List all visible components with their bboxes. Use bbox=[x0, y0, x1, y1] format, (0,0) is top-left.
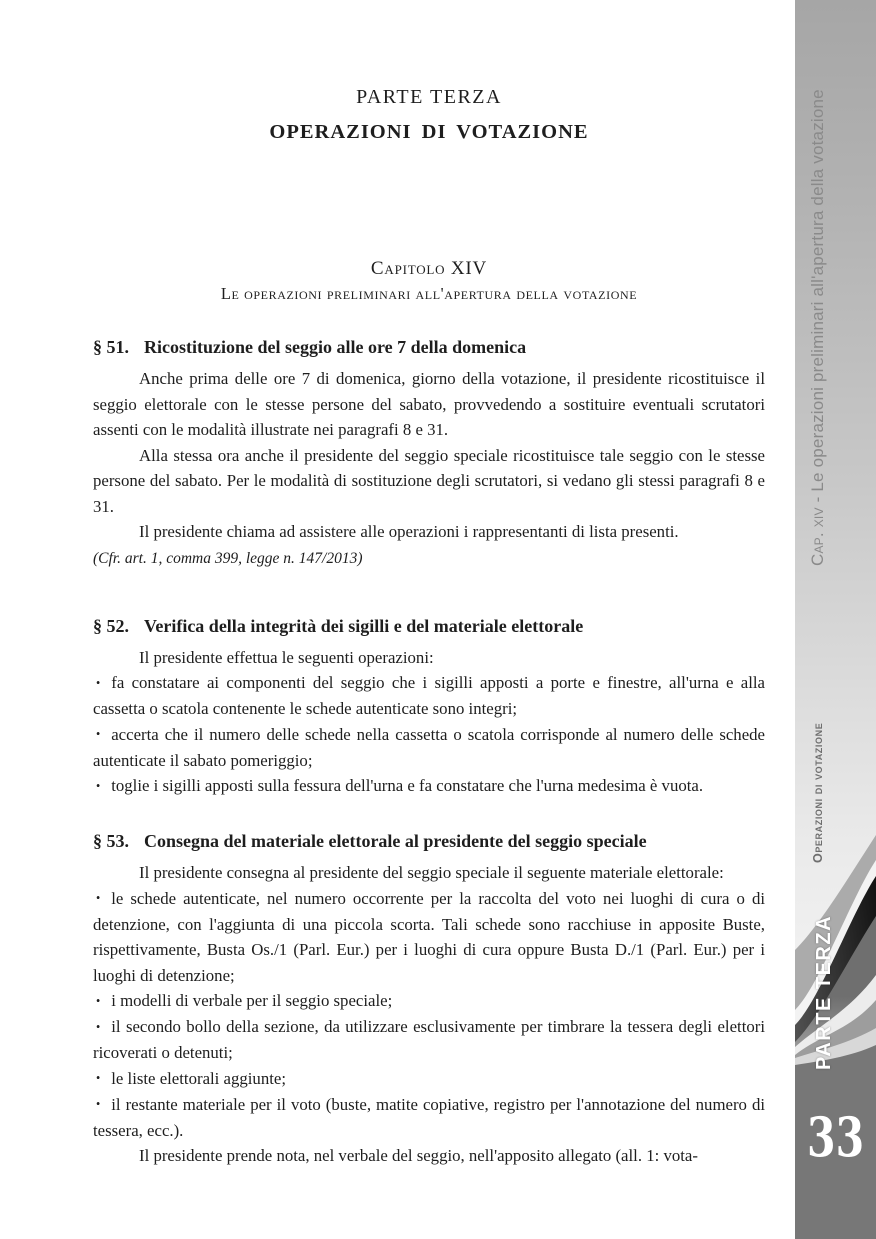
sidebar-chapter-prefix: Cap. xiv bbox=[808, 507, 827, 567]
list-item bbox=[93, 722, 765, 774]
paragraph: Anche prima delle ore 7 di domenica, giorno della votazione, il presidente ricostituisce il seggio elettorale con le stesse persone del sabato, provvedendo a sostituire eventuali scrutatori assenti con le modalità illustrate nei paragrafi 8 e 31. bbox=[93, 369, 765, 439]
legal-citation: (Cfr. art. 1, comma 399, legge n. 147/2013) bbox=[93, 549, 363, 567]
list-item bbox=[93, 1092, 765, 1144]
list-item-text: fa constatare ai componenti del seggio che i sigilli apposti a porte e finestre, all'urna e alla cassetta o scatola contenente le schede autenticate sono integri; bbox=[93, 673, 765, 718]
list-item-text: il restante materiale per il voto (buste, matite copiative, registro per l'annotazione del numero di tessera, ecc.). bbox=[93, 1094, 765, 1140]
section-number: § 52. bbox=[93, 615, 129, 636]
list-item bbox=[93, 988, 765, 1014]
paragraph: Il presidente effettua le seguenti operazioni: bbox=[139, 647, 434, 667]
section-51-heading bbox=[93, 335, 765, 359]
list-item bbox=[93, 1014, 765, 1066]
chapter-number: Capitolo XIV bbox=[370, 258, 488, 279]
sidebar-chapter-label bbox=[808, 78, 828, 578]
list-item-text: i modelli di verbale per il seggio speciale; bbox=[111, 991, 393, 1010]
list-item-text: il secondo bollo della sezione, da utilizzare esclusivamente per timbrare la tessera degli elettori ricoverati o detenuti; bbox=[93, 1017, 765, 1062]
page-number: 33 bbox=[806, 1105, 865, 1169]
list-item bbox=[93, 1066, 765, 1092]
section-title: Verifica della integrità dei sigilli e del materiale elettorale bbox=[144, 615, 584, 636]
section-title: Ricostituzione del seggio alle ore 7 della domenica bbox=[144, 337, 527, 357]
list-item-text: accerta che il numero delle schede nella cassetta o scatola corrisponde al numero delle schede autenticate il sabato pomeriggio; bbox=[93, 724, 765, 770]
section-number: § 53. bbox=[93, 831, 129, 851]
section-52-heading bbox=[93, 614, 765, 638]
sidebar-chapter-rest: - Le operazioni preliminari all'apertura della votazione bbox=[808, 89, 827, 508]
chapter-title: Le operazioni preliminari all'apertura della votazione bbox=[220, 284, 638, 303]
list-item-text: toglie i sigilli apposti sulla fessura dell'urna e fa constatare che l'urna medesima è vuota. bbox=[111, 776, 704, 795]
section-number: § 51. bbox=[93, 337, 129, 357]
bullet-icon: • bbox=[96, 891, 101, 905]
part-title: PARTE TERZA bbox=[356, 86, 502, 108]
bullet-icon: • bbox=[96, 1097, 101, 1111]
part-subtitle: OPERAZIONI DI VOTAZIONE bbox=[269, 121, 589, 143]
section-title: Consegna del materiale elettorale al presidente del seggio speciale bbox=[144, 831, 647, 851]
bullet-icon: • bbox=[96, 993, 101, 1008]
paragraph: Alla stessa ora anche il presidente del seggio speciale ricostituisce tale seggio con le stesse persone del sabato. Per le modalità di sostituzione degli scrutatori, si vedano gli stessi paragrafi 8 e 31. bbox=[93, 445, 765, 516]
section-53-heading bbox=[93, 829, 765, 853]
paragraph: Il presidente prende nota, nel verbale del seggio, nell'apposito allegato (all. 1: vota- bbox=[139, 1146, 698, 1165]
section-52 bbox=[93, 614, 765, 800]
sidebar-part-label: Operazioni di votazione bbox=[811, 722, 825, 864]
bullet-icon: • bbox=[96, 727, 101, 741]
decorative-sidebar bbox=[795, 0, 876, 1239]
list-item-text: le schede autenticate, nel numero occorrente per la raccolta del voto nei luoghi di cura o di detenzione, con l'aggiunta di una piccola scorta. Tali schede sono racchiuse in apposite Buste, rispettivamente, Busta Os./1 (Parl. Eur.) per i luoghi di cura oppure Busta D./1 (Parl. Eur.) per i luoghi di detenzione; bbox=[93, 888, 765, 985]
list-item-text: le liste elettorali aggiunte; bbox=[111, 1068, 286, 1088]
list-item bbox=[93, 670, 765, 722]
section-53 bbox=[93, 829, 765, 1169]
section-51 bbox=[93, 335, 765, 570]
bullet-icon: • bbox=[96, 778, 101, 793]
bullet-icon: • bbox=[96, 1071, 101, 1085]
page-content bbox=[93, 0, 765, 1169]
paragraph: Il presidente chiama ad assistere alle operazioni i rappresentanti di lista presenti. bbox=[139, 522, 679, 541]
bullet-icon: • bbox=[96, 675, 101, 690]
list-item bbox=[93, 773, 765, 799]
list-item bbox=[93, 886, 765, 989]
paragraph: Il presidente consegna al presidente del seggio speciale il seguente materiale elettorale: bbox=[139, 863, 724, 882]
chapter-heading bbox=[93, 258, 765, 304]
sidebar-part-banner: PARTE TERZA bbox=[813, 915, 835, 1071]
bullet-icon: • bbox=[96, 1019, 101, 1034]
